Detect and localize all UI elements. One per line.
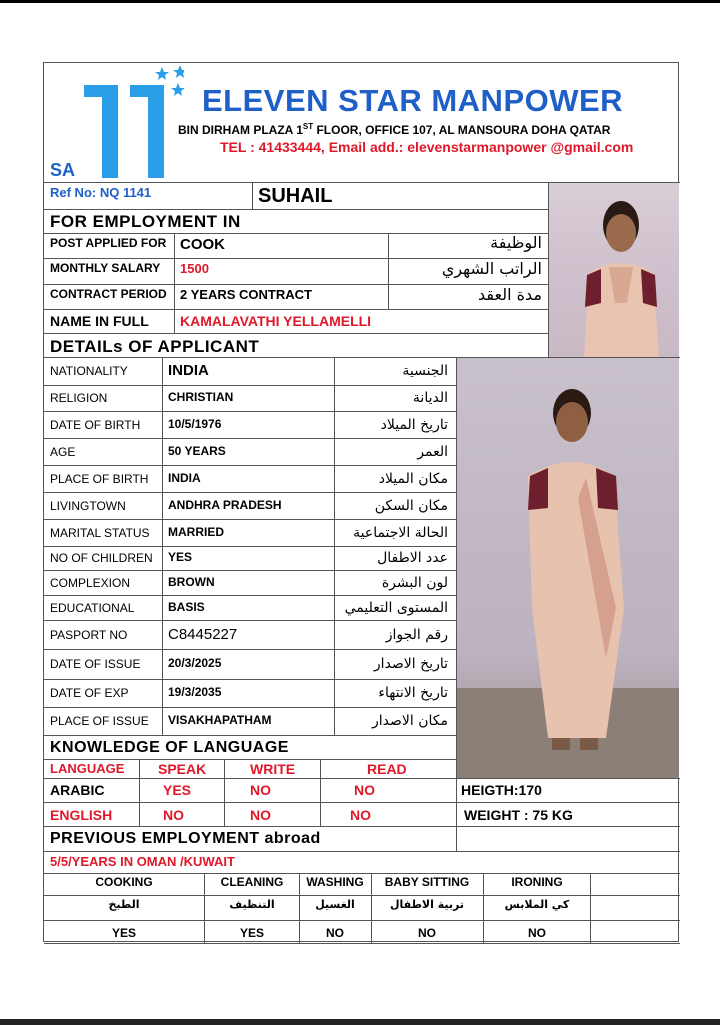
employment-title: FOR EMPLOYMENT IN — [50, 212, 241, 231]
cv-form: SA ELEVEN STAR MANPOWER BIN DIRHAM PLAZA 1ST FLOOR, OFFICE 107, AL MANSOURA DOHA QATAR TEL : 41433444, Email add.: elevenstarmanpower @gmail.com Ref No: NQ 1141 SUHAIL FOR EMPLOYMENT IN POST APPLIED FOR COOK الوظيفة MONTHLY SALARY 1500 الراتب الشهري CONTRACT PERIOD 2 YEARS CONTRACT مدة العقد NAME IN FULL KAMALAVATHI YELLAMELLI DETAILs OF APPLICANT NATIONALITY INDIA الجنسية RELIGION CHRISTIAN الديانة DATE OF BIRTH 10/5/1976 تاريخ الميلاد AGE 50 YEARS العمر PLACE OF BIRTH INDIA مكان الميلاد LIVINGTOWN ANDHRA PRADESH مكان السكن MARITAL STATUS MARRIED الحالة الاجتماعية NO OF CHILDREN YES عدد الاطفال COMPLEXION BROWN لون البشرة EDUCATIONAL BASIS المستوى التعليمي PASPORT NO C8445227 رقم الجواز DATE OF ISSUE 20/3/2025 تاريخ الاصدار DATE OF EXP 19/3/2035 تاريخ الانتهاء PLACE OF ISSUE VISAKHAPATHAM مكان الاصدار KNOWLEDGE OF LANGUAGE LANGUAGE SPEAK WRITE READ ARABIC YES NO NO ENGLISH NO NO NO HEIGTH:170 WEIGHT : 75 KG PREVIOUS EMPLOYMENT abroad 5/5/YEARS IN OMAN /KUWAIT COOKING الطبخ YES CLEANING التنظيف YES WASHING الغسيل NO BABY SITTING تربية الاطفال NO IRONING كي الملابس NO — [43, 62, 679, 942]
weight-value: WEIGHT : 75 KG — [464, 807, 573, 823]
height-value: HEIGTH:170 — [461, 782, 542, 798]
lang-header-speak: SPEAK — [158, 761, 207, 777]
agent-name: SUHAIL — [258, 185, 333, 207]
top-edge — [0, 0, 720, 3]
star-icon — [171, 83, 184, 96]
applicant-title: DETAILs OF APPLICANT — [50, 337, 260, 356]
lang-header-write: WRITE — [250, 761, 296, 777]
ref-number: Ref No: NQ 1141 — [50, 185, 152, 200]
lang-header-language: LANGUAGE — [50, 761, 125, 776]
lang-header-read: READ — [367, 761, 407, 777]
bottom-edge — [0, 1019, 720, 1025]
previous-years: 5/5/YEARS IN OMAN /KUWAIT — [50, 854, 235, 869]
previous-title: PREVIOUS EMPLOYMENT abroad — [50, 830, 321, 847]
star-icon — [173, 65, 184, 78]
star-icon — [155, 67, 169, 80]
company-address: BIN DIRHAM PLAZA 1ST FLOOR, OFFICE 107, AL MANSOURA DOHA QATAR — [178, 122, 611, 137]
full-name: KAMALAVATHI YELLAMELLI — [180, 313, 372, 329]
company-name: ELEVEN STAR MANPOWER — [202, 83, 624, 118]
language-title: KNOWLEDGE OF LANGUAGE — [50, 739, 289, 756]
logo-graphic — [74, 63, 184, 178]
logo-sa: SA — [50, 160, 76, 180]
company-contact: TEL : 41433444, Email add.: elevenstarmanpower @gmail.com — [220, 139, 634, 155]
applicant-photo-portrait — [549, 183, 679, 357]
applicant-photo-full — [456, 358, 679, 778]
